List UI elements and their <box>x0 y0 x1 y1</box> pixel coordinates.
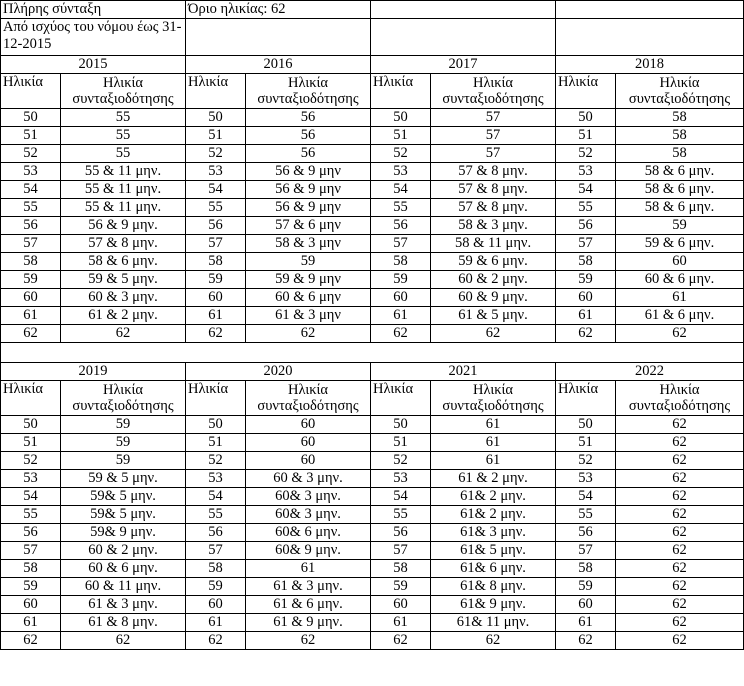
pension-age-label-line2: συνταξιοδότησης <box>442 398 544 414</box>
age-cell: 54 <box>556 488 616 506</box>
table-row <box>1 145 744 163</box>
pension-age-label-line2: συνταξιοδότησης <box>257 91 359 107</box>
age-cell: 61 <box>1 614 61 632</box>
age-cell: 57 <box>1 542 61 560</box>
age-cell: 55 <box>371 199 431 217</box>
pension-age-cell: 61 & 6 μην. <box>246 596 371 614</box>
pension-age-cell: 56 <box>246 109 371 127</box>
age-cell: 52 <box>186 145 246 163</box>
pension-age-cell: 61& 5 μην. <box>431 542 556 560</box>
pension-age-cell: 62 <box>616 524 744 542</box>
age-cell: 53 <box>1 470 61 488</box>
table-row <box>1 632 744 650</box>
pension-age-cell: 61 & 6 μην. <box>616 307 744 325</box>
pension-age-cell: 60& 3 μην. <box>246 488 371 506</box>
pension-age-cell: 55 <box>61 145 186 163</box>
age-cell: 55 <box>1 199 61 217</box>
age-column-header: Ηλικία <box>186 381 246 416</box>
year-header: 2020 <box>186 363 371 381</box>
age-cell: 59 <box>371 271 431 289</box>
age-cell: 54 <box>371 488 431 506</box>
pension-age-cell: 62 <box>616 578 744 596</box>
year-header: 2022 <box>556 363 744 381</box>
age-cell: 59 <box>371 578 431 596</box>
table-row <box>1 524 744 542</box>
year-header: 2021 <box>371 363 556 381</box>
pension-age-cell: 62 <box>616 596 744 614</box>
age-cell: 61 <box>556 614 616 632</box>
age-cell: 57 <box>556 235 616 253</box>
pension-age-cell: 61 & 2 μην. <box>61 307 186 325</box>
pension-age-cell: 55 & 11 μην. <box>61 181 186 199</box>
pension-age-cell: 61 & 3 μην <box>246 307 371 325</box>
age-cell: 58 <box>186 560 246 578</box>
age-cell: 51 <box>371 434 431 452</box>
pension-age-cell: 58 <box>616 109 744 127</box>
pension-age-label-line1: Ηλικία <box>102 75 144 91</box>
age-cell: 62 <box>556 325 616 343</box>
age-limit: Όριο ηλικίας: 62 <box>186 1 371 19</box>
age-cell: 60 <box>556 596 616 614</box>
pension-age-cell: 62 <box>616 452 744 470</box>
age-cell: 61 <box>186 307 246 325</box>
pension-age-column-header <box>431 381 556 416</box>
column-header-row <box>1 381 744 416</box>
pension-age-cell: 58 & 6 μην. <box>616 181 744 199</box>
pension-age-cell: 60 & 9 μην. <box>431 289 556 307</box>
age-cell: 62 <box>1 325 61 343</box>
age-cell: 56 <box>186 524 246 542</box>
age-cell: 60 <box>186 596 246 614</box>
age-cell: 56 <box>371 217 431 235</box>
pension-age-cell: 56 <box>246 127 371 145</box>
age-cell: 61 <box>1 307 61 325</box>
pension-age-cell: 58 & 3 μην. <box>431 217 556 235</box>
pension-age-cell: 60 <box>246 416 371 434</box>
age-cell: 50 <box>556 109 616 127</box>
table-row <box>1 434 744 452</box>
table-row <box>1 452 744 470</box>
age-cell: 57 <box>1 235 61 253</box>
year-header: 2019 <box>1 363 186 381</box>
pension-age-column-header <box>61 74 186 109</box>
pension-age-cell: 61 & 2 μην. <box>431 470 556 488</box>
pension-age-cell: 61 & 9 μην. <box>246 614 371 632</box>
age-cell: 50 <box>186 109 246 127</box>
pension-age-column-header <box>431 74 556 109</box>
pension-age-cell: 61& 8 μην. <box>431 578 556 596</box>
age-cell: 51 <box>1 434 61 452</box>
pension-age-cell: 60& 3 μην. <box>246 506 371 524</box>
age-cell: 57 <box>556 542 616 560</box>
age-cell: 55 <box>371 506 431 524</box>
age-cell: 53 <box>371 470 431 488</box>
pension-age-cell: 62 <box>616 632 744 650</box>
pension-age-cell: 57 <box>431 145 556 163</box>
age-cell: 55 <box>186 199 246 217</box>
age-cell: 62 <box>186 632 246 650</box>
pension-age-cell: 62 <box>616 542 744 560</box>
age-cell: 61 <box>371 614 431 632</box>
age-cell: 53 <box>556 470 616 488</box>
pension-age-cell: 56 & 9 μην. <box>61 217 186 235</box>
pension-age-cell: 62 <box>616 434 744 452</box>
pension-age-column-header <box>616 74 744 109</box>
age-cell: 54 <box>1 488 61 506</box>
table-row <box>1 289 744 307</box>
pension-age-label-line2: συνταξιοδότησης <box>72 398 174 414</box>
age-cell: 54 <box>1 181 61 199</box>
pension-age-cell: 55 & 11 μην. <box>61 199 186 217</box>
pension-age-cell: 58 & 11 μην. <box>431 235 556 253</box>
age-cell: 60 <box>371 596 431 614</box>
pension-age-cell: 62 <box>616 416 744 434</box>
age-cell: 54 <box>186 181 246 199</box>
age-cell: 51 <box>371 127 431 145</box>
age-cell: 56 <box>186 217 246 235</box>
pension-age-cell: 59 <box>246 253 371 271</box>
pension-age-cell: 61 & 8 μην. <box>61 614 186 632</box>
pension-age-cell: 61 & 3 μην. <box>61 596 186 614</box>
age-cell: 50 <box>1 416 61 434</box>
table-title: Πλήρης σύνταξη <box>1 1 186 19</box>
pension-age-cell: 56 & 9 μην <box>246 199 371 217</box>
age-cell: 55 <box>556 506 616 524</box>
table-row <box>1 560 744 578</box>
intro-row <box>1 19 744 56</box>
age-cell: 53 <box>1 163 61 181</box>
age-cell: 51 <box>186 434 246 452</box>
pension-age-cell: 61 <box>616 289 744 307</box>
pension-age-cell: 57 <box>431 127 556 145</box>
pension-age-cell: 55 <box>61 109 186 127</box>
year-header: 2015 <box>1 56 186 74</box>
pension-age-cell: 60 & 3 μην. <box>61 289 186 307</box>
pension-age-cell: 58 & 3 μην <box>246 235 371 253</box>
table-row <box>1 578 744 596</box>
table-row <box>1 488 744 506</box>
pension-age-cell: 57 & 8 μην. <box>431 199 556 217</box>
pension-age-cell: 59 <box>61 434 186 452</box>
pension-age-cell: 59 & 6 μην. <box>616 235 744 253</box>
age-cell: 52 <box>556 145 616 163</box>
pension-age-cell: 59 <box>61 416 186 434</box>
pension-age-cell: 60 & 2 μην. <box>431 271 556 289</box>
age-column-header: Ηλικία <box>371 74 431 109</box>
table-row <box>1 542 744 560</box>
year-header: 2017 <box>371 56 556 74</box>
table-row <box>1 325 744 343</box>
table-row <box>1 271 744 289</box>
pension-age-cell: 61 & 3 μην. <box>246 578 371 596</box>
pension-age-cell: 61& 3 μην. <box>431 524 556 542</box>
pension-age-cell: 60 & 11 μην. <box>61 578 186 596</box>
pension-age-cell: 61 <box>431 452 556 470</box>
age-cell: 60 <box>556 289 616 307</box>
age-cell: 61 <box>186 614 246 632</box>
pension-age-cell: 60 <box>246 452 371 470</box>
pension-age-cell: 62 <box>61 325 186 343</box>
spacer-row <box>1 343 744 363</box>
pension-age-cell: 56 & 9 μην <box>246 163 371 181</box>
age-cell: 57 <box>371 235 431 253</box>
age-cell: 62 <box>371 325 431 343</box>
age-cell: 52 <box>186 452 246 470</box>
age-cell: 60 <box>186 289 246 307</box>
pension-age-cell: 59 & 5 μην. <box>61 470 186 488</box>
table-row <box>1 127 744 145</box>
age-column-header: Ηλικία <box>186 74 246 109</box>
age-cell: 57 <box>186 542 246 560</box>
pension-age-cell: 62 <box>246 325 371 343</box>
age-cell: 52 <box>1 452 61 470</box>
table-row <box>1 199 744 217</box>
pension-age-cell: 55 & 11 μην. <box>61 163 186 181</box>
empty-cell <box>371 19 556 56</box>
table-row <box>1 163 744 181</box>
pension-age-cell: 59 & 5 μην. <box>61 271 186 289</box>
pension-age-cell: 62 <box>246 632 371 650</box>
pension-age-cell: 62 <box>616 614 744 632</box>
pension-age-cell: 57 <box>431 109 556 127</box>
pension-age-column-header <box>61 381 186 416</box>
pension-age-label-line1: Ηλικία <box>288 75 329 91</box>
pension-age-cell: 62 <box>616 488 744 506</box>
pension-age-column-header <box>616 381 744 416</box>
pension-age-cell: 61 & 5 μην. <box>431 307 556 325</box>
age-column-header: Ηλικία <box>556 381 616 416</box>
age-cell: 50 <box>371 109 431 127</box>
pension-age-cell: 58 & 6 μην. <box>616 199 744 217</box>
table-row <box>1 416 744 434</box>
spacer-cell <box>1 343 744 363</box>
age-cell: 54 <box>556 181 616 199</box>
table-row <box>1 217 744 235</box>
pension-age-label-line1: Ηλικία <box>659 75 700 91</box>
age-cell: 52 <box>371 452 431 470</box>
age-cell: 56 <box>556 217 616 235</box>
pension-age-cell: 61 <box>246 560 371 578</box>
pension-age-cell: 57 & 6 μην <box>246 217 371 235</box>
age-cell: 51 <box>556 434 616 452</box>
empty-cell <box>186 19 371 56</box>
pension-age-cell: 61& 6 μην. <box>431 560 556 578</box>
age-cell: 56 <box>371 524 431 542</box>
age-cell: 58 <box>1 560 61 578</box>
age-cell: 58 <box>371 560 431 578</box>
pension-age-cell: 59 <box>61 452 186 470</box>
pension-age-cell: 61& 11 μην. <box>431 614 556 632</box>
table-row <box>1 470 744 488</box>
pension-age-cell: 61& 2 μην. <box>431 506 556 524</box>
age-cell: 51 <box>186 127 246 145</box>
pension-age-cell: 59 & 6 μην. <box>431 253 556 271</box>
pension-age-label-line2: συνταξιοδότησης <box>72 91 174 107</box>
age-cell: 55 <box>1 506 61 524</box>
pension-age-cell: 60 & 3 μην. <box>246 470 371 488</box>
age-column-header: Ηλικία <box>556 74 616 109</box>
pension-age-cell: 55 <box>61 127 186 145</box>
age-cell: 62 <box>1 632 61 650</box>
pension-age-cell: 62 <box>431 325 556 343</box>
pension-age-cell: 60 <box>246 434 371 452</box>
pension-age-cell: 59 <box>616 217 744 235</box>
pension-age-label-line2: συνταξιοδότησης <box>257 398 359 414</box>
age-cell: 54 <box>371 181 431 199</box>
table-row <box>1 307 744 325</box>
age-cell: 53 <box>186 163 246 181</box>
table-row <box>1 596 744 614</box>
age-cell: 53 <box>186 470 246 488</box>
age-cell: 58 <box>1 253 61 271</box>
age-cell: 58 <box>371 253 431 271</box>
column-header-row <box>1 74 744 109</box>
pension-age-cell: 59 & 9 μην <box>246 271 371 289</box>
age-cell: 50 <box>186 416 246 434</box>
age-cell: 55 <box>556 199 616 217</box>
pension-age-cell: 61& 9 μην. <box>431 596 556 614</box>
age-cell: 55 <box>186 506 246 524</box>
pension-age-cell: 60 & 2 μην. <box>61 542 186 560</box>
age-cell: 51 <box>556 127 616 145</box>
age-cell: 57 <box>186 235 246 253</box>
pension-age-cell: 60 & 6 μην <box>246 289 371 307</box>
age-cell: 62 <box>371 632 431 650</box>
pension-age-column-header <box>246 74 371 109</box>
age-cell: 52 <box>1 145 61 163</box>
pension-age-cell: 57 & 8 μην. <box>61 235 186 253</box>
age-column-header: Ηλικία <box>1 381 61 416</box>
pension-age-cell: 60 & 6 μην. <box>61 560 186 578</box>
pension-age-cell: 62 <box>61 632 186 650</box>
pension-age-cell: 58 <box>616 127 744 145</box>
pension-age-cell: 60 <box>616 253 744 271</box>
pension-age-cell: 61 <box>431 434 556 452</box>
pension-age-label-line1: Ηλικία <box>473 75 514 91</box>
age-cell: 60 <box>1 289 61 307</box>
table-row <box>1 109 744 127</box>
pension-age-cell: 62 <box>431 632 556 650</box>
pension-age-cell: 56 <box>246 145 371 163</box>
law-note: Από ισχύος του νόμου έως 31-12-2015 <box>1 19 186 56</box>
pension-age-cell: 62 <box>616 560 744 578</box>
age-cell: 56 <box>1 524 61 542</box>
age-cell: 58 <box>556 253 616 271</box>
empty-cell <box>556 1 744 19</box>
age-column-header: Ηλικία <box>371 381 431 416</box>
table-row <box>1 506 744 524</box>
age-cell: 59 <box>1 271 61 289</box>
age-cell: 59 <box>1 578 61 596</box>
pension-age-cell: 62 <box>616 470 744 488</box>
pension-age-cell: 61& 2 μην. <box>431 488 556 506</box>
year-header: 2018 <box>556 56 744 74</box>
age-cell: 62 <box>186 325 246 343</box>
pension-age-cell: 60 & 6 μην. <box>616 271 744 289</box>
age-column-header: Ηλικία <box>1 74 61 109</box>
table-row <box>1 181 744 199</box>
pension-age-label-line1: Ηλικία <box>473 382 514 398</box>
pension-age-cell: 56 & 9 μην <box>246 181 371 199</box>
age-cell: 62 <box>556 632 616 650</box>
pension-age-cell: 62 <box>616 506 744 524</box>
year-header: 2016 <box>186 56 371 74</box>
table-row <box>1 253 744 271</box>
empty-cell <box>556 19 744 56</box>
age-cell: 56 <box>1 217 61 235</box>
pension-age-cell: 60& 9 μην. <box>246 542 371 560</box>
year-header-row <box>1 363 744 381</box>
pension-age-cell: 59& 9 μην. <box>61 524 186 542</box>
pension-age-cell: 61 <box>431 416 556 434</box>
table-row <box>1 614 744 632</box>
age-cell: 59 <box>556 578 616 596</box>
age-cell: 60 <box>371 289 431 307</box>
age-cell: 58 <box>556 560 616 578</box>
pension-age-label-line1: Ηλικία <box>102 382 144 398</box>
pension-age-label-line2: συνταξιοδότησης <box>628 91 731 107</box>
age-cell: 59 <box>186 271 246 289</box>
age-cell: 52 <box>556 452 616 470</box>
age-cell: 50 <box>371 416 431 434</box>
age-cell: 53 <box>556 163 616 181</box>
pension-age-cell: 59& 5 μην. <box>61 506 186 524</box>
age-cell: 50 <box>1 109 61 127</box>
age-cell: 60 <box>1 596 61 614</box>
table-row <box>1 235 744 253</box>
age-cell: 57 <box>371 542 431 560</box>
empty-cell <box>371 1 556 19</box>
age-cell: 61 <box>371 307 431 325</box>
age-cell: 51 <box>1 127 61 145</box>
pension-age-cell: 58 <box>616 145 744 163</box>
pension-age-label-line1: Ηλικία <box>288 382 329 398</box>
year-header-row <box>1 56 744 74</box>
age-cell: 54 <box>186 488 246 506</box>
age-cell: 52 <box>371 145 431 163</box>
age-cell: 53 <box>371 163 431 181</box>
pension-age-label-line2: συνταξιοδότησης <box>628 398 731 414</box>
pension-age-cell: 57 & 8 μην. <box>431 181 556 199</box>
age-cell: 50 <box>556 416 616 434</box>
pension-age-label-line2: συνταξιοδότησης <box>442 91 544 107</box>
title-row <box>1 1 744 19</box>
pension-age-cell: 62 <box>616 325 744 343</box>
pension-age-label-line1: Ηλικία <box>659 382 700 398</box>
age-cell: 56 <box>556 524 616 542</box>
age-cell: 59 <box>186 578 246 596</box>
pension-age-cell: 58 & 6 μην. <box>616 163 744 181</box>
age-cell: 59 <box>556 271 616 289</box>
age-cell: 58 <box>186 253 246 271</box>
pension-age-cell: 59& 5 μην. <box>61 488 186 506</box>
age-cell: 61 <box>556 307 616 325</box>
pension-age-cell: 57 & 8 μην. <box>431 163 556 181</box>
pension-age-cell: 58 & 6 μην. <box>61 253 186 271</box>
pension-age-column-header <box>246 381 371 416</box>
pension-age-cell: 60& 6 μην. <box>246 524 371 542</box>
